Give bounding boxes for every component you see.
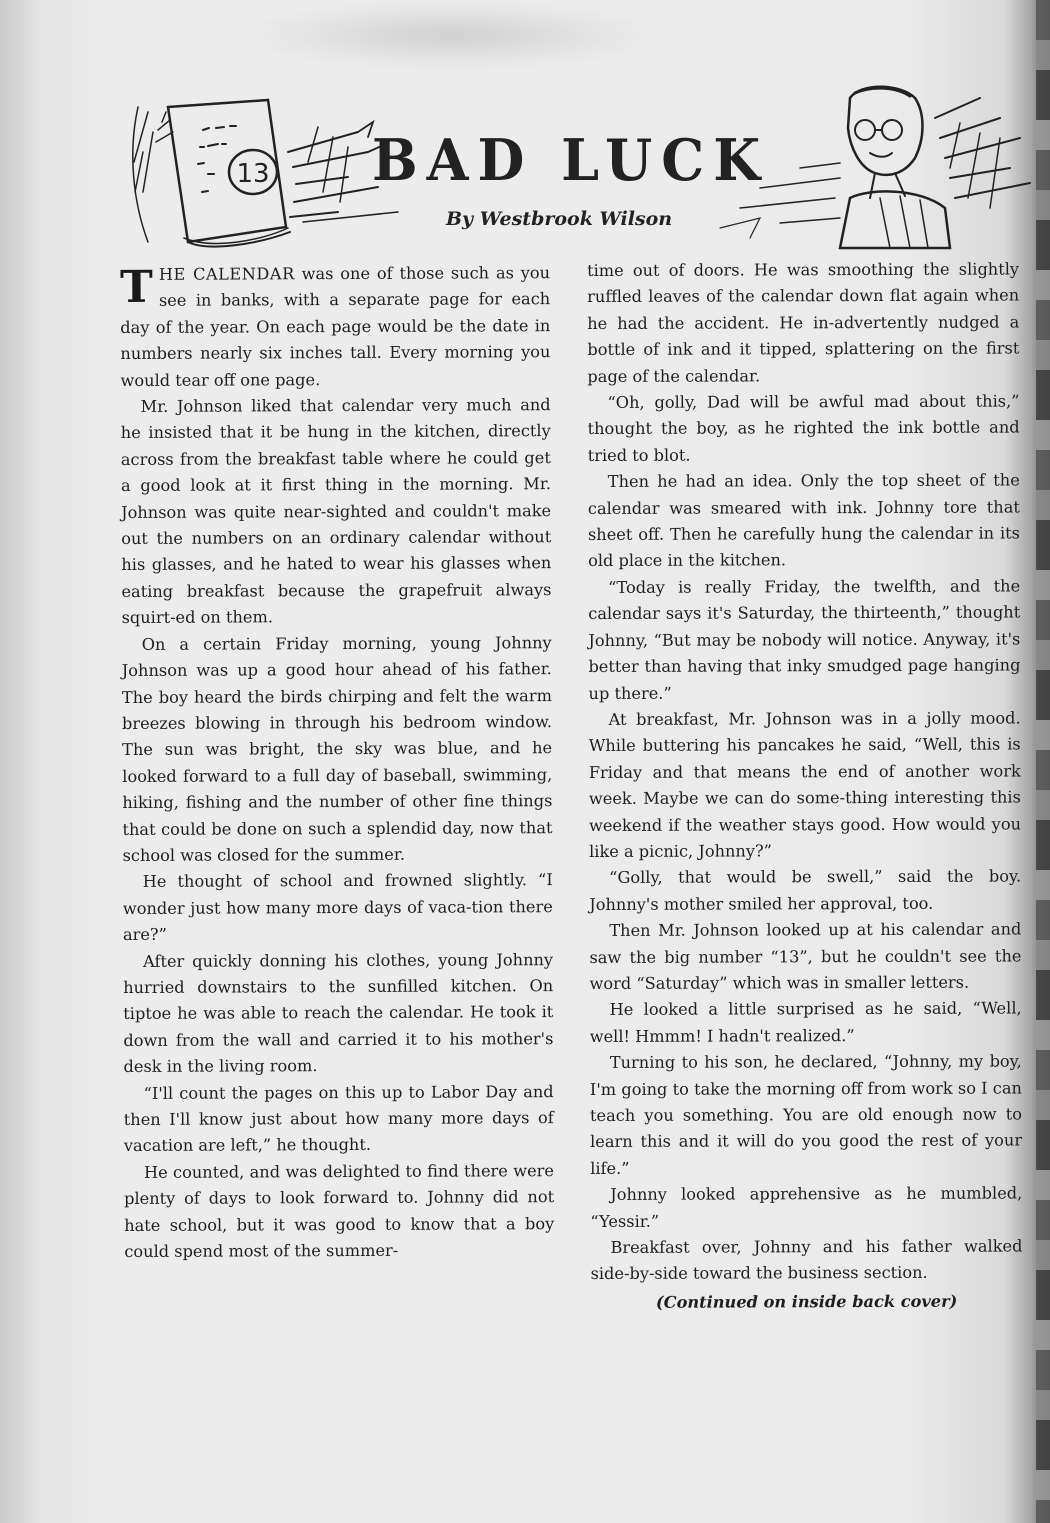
author-byline: By Westbrook Wilson bbox=[446, 208, 673, 230]
paragraph: Then Mr. Johnson looked up at his calendar and saw the big number “13”, but he couldn't see the word “Saturday” which was in smaller letters. bbox=[589, 919, 1022, 993]
paragraph: At breakfast, Mr. Johnson was in a jolly mood. While buttering his pancakes he said, “Well, this is Friday and that means the end of another work week. Maybe we can do some-thing interesting this weekend if the weather stays good. How would you like a picnic, Johnny?” bbox=[588, 708, 1022, 861]
paragraph-text: was one of those such as you see in banks, with a separate page for each day of the year. On each page would be the date in numbers nearly six inches tall. Every morning you would tear off one page. bbox=[120, 263, 551, 390]
paragraph: Turning to his son, he declared, “Johnny, my boy, I'm going to take the morning off from work so I can teach you something. You are old enough now to learn this and it will do you good the rest of your life.” bbox=[589, 1051, 1023, 1178]
paragraph: “Oh, golly, Dad will be awful mad about this,” thought the boy, as he righted the ink bottle and tried to blot. bbox=[587, 391, 1020, 465]
calendar-illustration bbox=[118, 92, 408, 262]
opening-caps: HE CALENDAR bbox=[158, 264, 295, 284]
paragraph: Mr. Johnson liked that calendar very much and he insisted that it be hung in the kitchen, directly across from the breakfast table where he could get a good look at it first thing in the morning. Mr. Johnson was quite near-sighted and couldn't make out the numbers on an ordinary calendar without his glasses, and he hated to wear his glasses when eating breakfast because the grapefruit always squirt-ed on them. bbox=[120, 395, 552, 628]
paragraph bbox=[120, 260, 551, 394]
paragraph: He counted, and was delighted to find there were plenty of days to look forward to. Johnny did not hate school, but it was good to know that a boy could spend most of the summer- bbox=[124, 1160, 555, 1262]
paragraph: Then he had an idea. Only the top sheet of the calendar was smeared with ink. Johnny tore that sheet off. Then he carefully hung the calendar in its old place in the kitchen. bbox=[587, 470, 1020, 571]
paragraph: “I'll count the pages on this up to Labor Day and then I'll know just about how many more days of vacation are left,” he thought. bbox=[123, 1081, 554, 1156]
calendar-number: 13 bbox=[236, 159, 270, 189]
paragraph: “Golly, that would be swell,” said the boy. Johnny's mother smiled her approval, too. bbox=[589, 866, 1022, 914]
paragraph: He looked a little surprised as he said, “Well, well! Hmmm! I hadn't realized.” bbox=[589, 998, 1022, 1046]
page-stain bbox=[240, 0, 660, 70]
paragraph: After quickly donning his clothes, young Johnny hurried downstairs to the sunfilled kitchen. On tiptoe he was able to reach the calendar. He took it down from the wall and carried it to his mother's desk in the living room. bbox=[123, 949, 554, 1077]
paragraph: Breakfast over, Johnny and his father walked side-by-side toward the business section. bbox=[590, 1236, 1023, 1284]
drop-cap: T bbox=[120, 261, 153, 313]
paragraph: “Today is really Friday, the twelfth, and the calendar says it's Saturday, the thirteenth,” thought Johnny, “But may be nobody will notice. Anyway, it's better than having that inky smudged page hanging up there.” bbox=[588, 576, 1021, 703]
paragraph: On a certain Friday morning, young Johnny Johnson was up a good hour ahead of his father. The boy heard the birds chirping and felt the warm breezes blowing in through his bedroom window. The sun was bright, the sky was blue, and he looked forward to a full day of baseball, swimming, hiking, fishing and the number of other fine things that could be done on such a splendid day, now that school was closed for the summer. bbox=[121, 632, 553, 865]
left-column bbox=[120, 260, 554, 1265]
paragraph: Johnny looked apprehensive as he mumbled, “Yessir.” bbox=[590, 1183, 1023, 1231]
paragraph: He thought of school and frowned slightly. “I wonder just how many more days of vaca-tion there are?” bbox=[122, 870, 553, 945]
paragraph: time out of doors. He was smoothing the slightly ruffled leaves of the calendar down flat again when he had the accident. He in-advertently nudged a bottle of ink and it tipped, splattering on the first page of the calendar. bbox=[587, 259, 1020, 386]
right-column bbox=[587, 256, 1023, 1316]
continued-note: (Continued on inside back cover) bbox=[655, 1291, 958, 1312]
article-title: BAD LUCK bbox=[372, 126, 770, 194]
